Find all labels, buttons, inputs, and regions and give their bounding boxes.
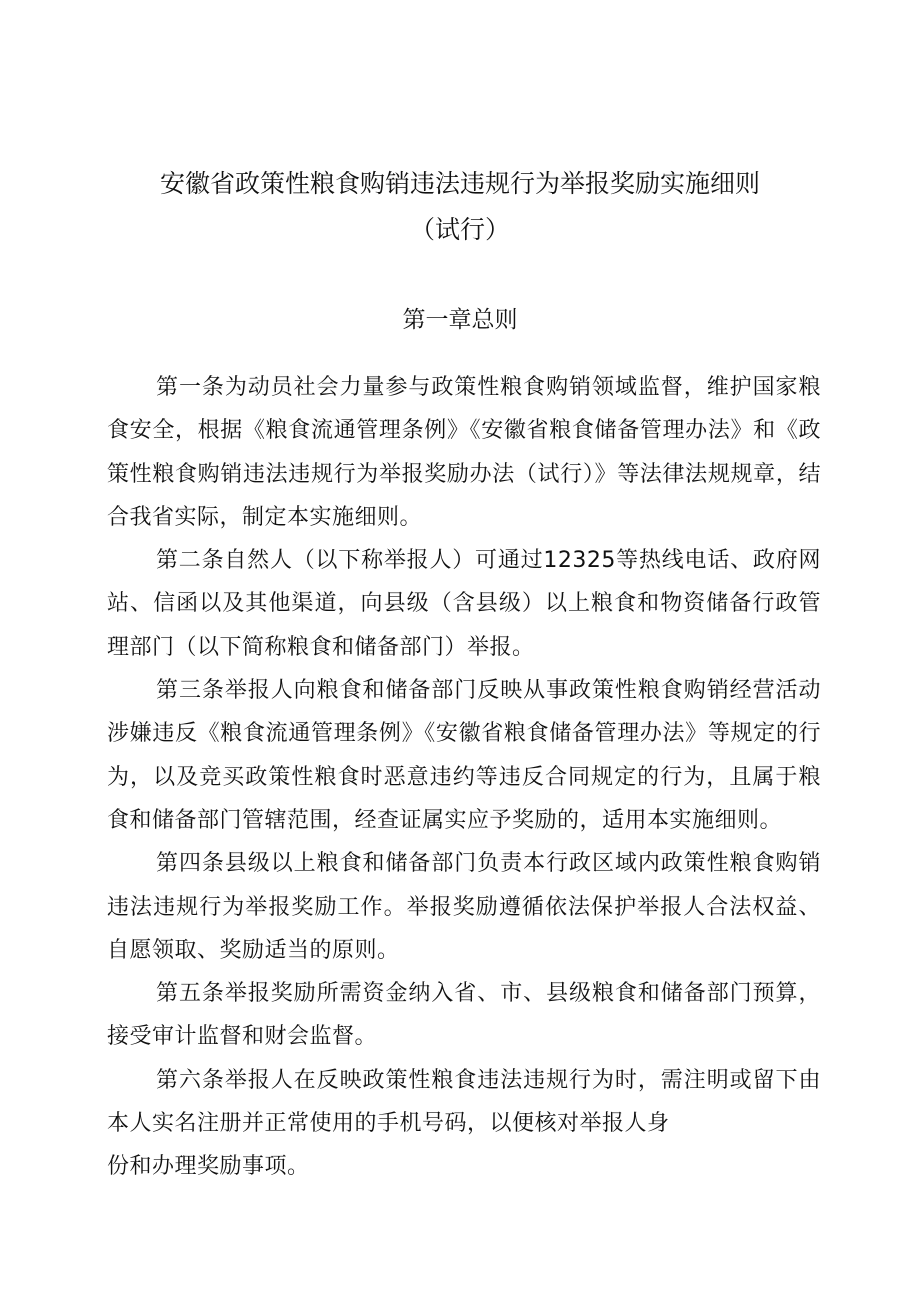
chapter-heading: 第一章总则	[402, 307, 518, 333]
article-3-paragraph: 第三条举报人向粮食和储备部门反映从事政策性粮食购销经营活动涉嫌违反《粮食流通管理条例》《安徽省粮食储备管理办法》等规定的行为，以及竞买政策性粮食时恶意违约等违反合同规定的行为，且属于粮食和储备部门管辖范围，经查证属实应予奖励的，适用本实施细则。	[107, 678, 821, 833]
article-1-paragraph: 第一条为动员社会力量参与政策性粮食购销领域监督，维护国家粮食安全，根据《粮食流通管理条例》《安徽省粮食储备管理办法》和《政策性粮食购销违法违规行为举报奖励办法（试行）》等法律法规规章，结合我省实际，制定本实施细则。	[107, 375, 821, 530]
article-2-paragraph: 第二条自然人（以下称举报人）可通过12325等热线电话、政府网站、信函以及其他渠道，向县级（含县级）以上粮食和物资储备行政管理部门（以下简称粮食和储备部门）举报。	[107, 548, 821, 660]
article-4-paragraph: 第四条县级以上粮食和储备部门负责本行政区域内政策性粮食购销违法违规行为举报奖励工作。举报奖励遵循依法保护举报人合法权益、自愿领取、奖励适当的原则。	[107, 851, 821, 963]
document-subtitle: （试行）	[409, 215, 510, 244]
article-5-paragraph: 第五条举报奖励所需资金纳入省、市、县级粮食和储备部门预算，接受审计监督和财会监督。	[107, 981, 821, 1050]
article-6-continuation: 份和办理奖励事项。	[107, 1154, 310, 1179]
document-title: 安徽省政策性粮食购销违法违规行为举报奖励实施细则	[159, 169, 760, 198]
document-body	[107, 366, 821, 1145]
article-6-paragraph: 第六条举报人在反映政策性粮食违法违规行为时，需注明或留下由本人实名注册并正常使用的手机号码，以便核对举报人身	[107, 1067, 821, 1137]
